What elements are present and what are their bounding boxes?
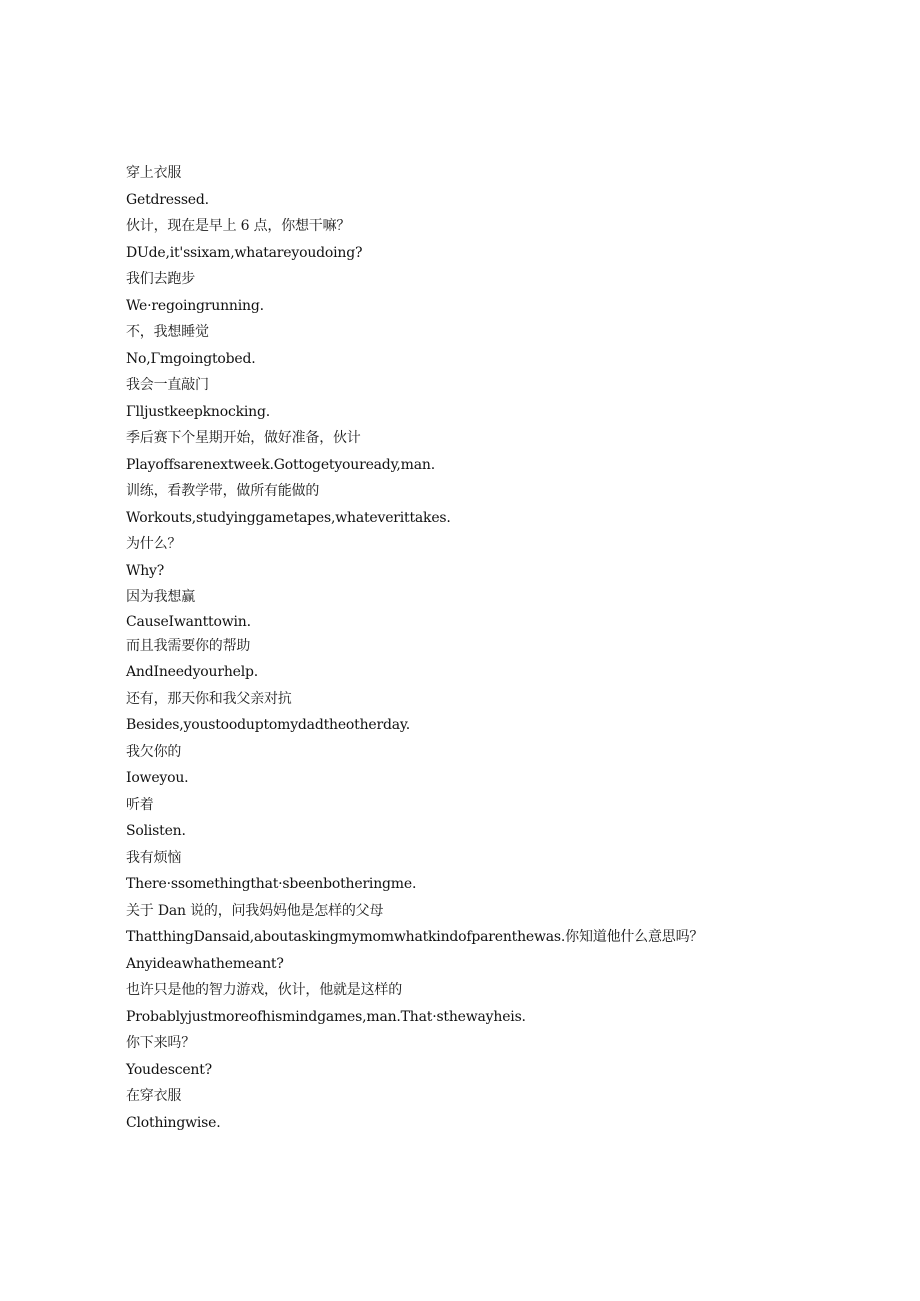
line-en: Workouts,studyinggametapes,whateverittakes. [126,509,451,526]
line-en: Besides,youstooduptomydadtheotherday. [126,717,410,733]
line-zh: 关于 Dan 说的，问我妈妈他是怎样的父母 [126,902,384,919]
line-en: Clothingwise. [126,1114,221,1131]
line-zh: 而且我需要你的帮助 [126,637,251,654]
line-en: Probablyjustmoreofhismindgames,man.That·sthewayheis. [126,1008,526,1025]
line-zh: 伙计，现在是早上 6 点，你想干嘛？ [126,218,351,234]
line-en: Γlljustkeepknocking. [126,403,271,420]
line-zh: 也许只是他的智力游戏，伙计，他就是这样的 [126,982,402,998]
line-en: CauseIwanttowin. [126,613,251,630]
line-en: No,Γmgoingtobed. [126,350,256,367]
line-zh: 为什么？ [126,536,182,552]
line-en: ThatthingDansaid,aboutaskingmymomwhatkindofparenthewas.你知道他什么意思吗？ [126,929,704,945]
line-zh: 我欠你的 [126,743,182,760]
line-zh: 不，我想睡觉 [126,324,209,340]
line-zh: 因为我想赢 [126,589,195,605]
line-zh: 还有，那天你和我父亲对抗 [126,690,292,707]
line-zh: 季后赛下个星期开始，做好准备，伙计 [126,430,361,446]
line-en: Youdescent? [126,1061,212,1078]
line-en: AndIneedyourhelp. [126,664,259,680]
line-en: DUde,it'ssixam,whatareyoudoing? [126,244,363,261]
line-zh: 训练，看教学带，做所有能做的 [126,483,320,499]
line-en: There·ssomethingthat·sbeenbotheringme. [126,876,417,892]
line-en: Getdressed. [126,191,209,208]
line-zh: 听着 [126,796,154,813]
line-zh: 在穿衣服 [126,1088,182,1104]
line-en: Anyideawhathemeant? [126,955,284,972]
line-en: Why? [126,562,165,579]
line-zh: 我会一直敲门 [126,377,209,393]
line-zh: 你下来吗？ [126,1035,195,1051]
subtitle-transcript [126,160,886,1136]
line-zh: 我们去跑步 [126,271,195,287]
line-zh: 我有烦恼 [126,849,182,866]
line-en: Solisten. [126,823,186,839]
line-en: We·regoingrunning. [126,297,264,314]
line-en: Ioweyou. [126,770,189,786]
line-zh: 穿上衣服 [126,165,182,181]
line-en: Playoffsarenextweek.Gottogetyouready,man. [126,456,435,473]
